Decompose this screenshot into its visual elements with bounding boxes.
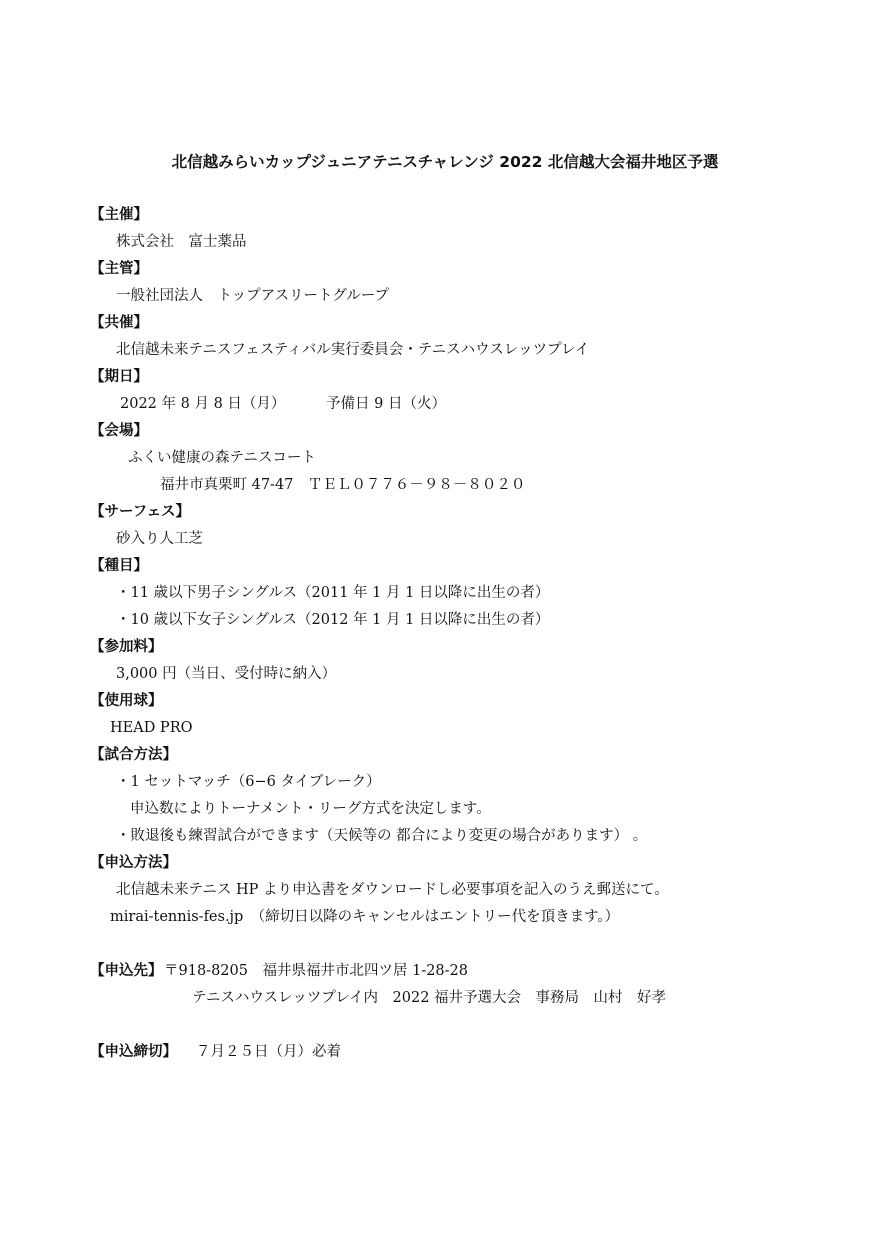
ball-text: HEAD PRO (110, 720, 193, 736)
heading-format: 【試合方法】 (90, 747, 177, 763)
heading-cohost: 【共催】 (90, 315, 148, 331)
manager-text: 一般社団法人 トップアスリートグループ (116, 288, 390, 304)
heading-apply-to: 【申込先】 (90, 963, 163, 979)
deadline-value: ７月２５日（月）必着 (196, 1044, 341, 1060)
date-main: 2022 年 8 月 8 日（月） (120, 396, 286, 412)
cohost-text: 北信越未来テニスフェスティバル実行委員会・テニスハウスレッツプレイ (116, 342, 590, 358)
venue-name: ふくい健康の森テニスコート (128, 450, 316, 466)
apply-method-line-2: mirai-tennis-fes.jp （締切日以降のキャンセルはエントリー代を頂きます。） (110, 909, 620, 925)
heading-date: 【期日】 (90, 369, 148, 385)
document-title: 北信越みらいカップジュニアテニスチャレンジ 2022 北信越大会福井地区予選 (171, 153, 719, 171)
surface-text: 砂入り人工芝 (116, 531, 203, 547)
event-item-boys: ・11 歳以下男子シングルス（2011 年 1 月 1 日以降に出生の者） (116, 585, 550, 601)
apply-to-line-1: 〒918-8205 福井県福井市北四ツ居 1-28-28 (164, 963, 469, 979)
heading-apply-method: 【申込方法】 (90, 855, 177, 871)
heading-ball: 【使用球】 (90, 693, 163, 709)
fee-text: 3,000 円（当日、受付時に納入） (116, 666, 337, 682)
date-reserve: 予備日 9 日（火） (326, 396, 446, 412)
heading-manager: 【主管】 (90, 261, 148, 277)
venue-address: 福井市真栗町 47-47 ＴＥＬ０７７６－９８－８０２０ (160, 477, 526, 493)
apply-method-line-1: 北信越未来テニス HP より申込書をダウンロードし必要事項を記入のうえ郵送にて。 (116, 882, 669, 898)
event-item-girls: ・10 歳以下女子シングルス（2012 年 1 月 1 日以降に出生の者） (116, 612, 550, 628)
heading-surface: 【サーフェス】 (90, 504, 191, 520)
host-text: 株式会社 富士薬品 (116, 234, 247, 250)
heading-events: 【種目】 (90, 558, 148, 574)
format-line-2: 申込数によりトーナメント・リーグ方式を決定します。 (130, 801, 491, 817)
format-line-3: ・敗退後も練習試合ができます（天候等の 都合により変更の場合があります） 。 (116, 828, 648, 844)
heading-deadline: 【申込締切】 (90, 1044, 177, 1060)
heading-host: 【主催】 (90, 207, 148, 223)
heading-venue: 【会場】 (90, 423, 148, 439)
apply-to-line-2: テニスハウスレッツプレイ内 2022 福井予選大会 事務局 山村 好孝 (192, 990, 667, 1006)
heading-fee: 【参加料】 (90, 639, 163, 655)
format-line-1: ・1 セットマッチ（6−6 タイブレーク） (116, 774, 381, 790)
